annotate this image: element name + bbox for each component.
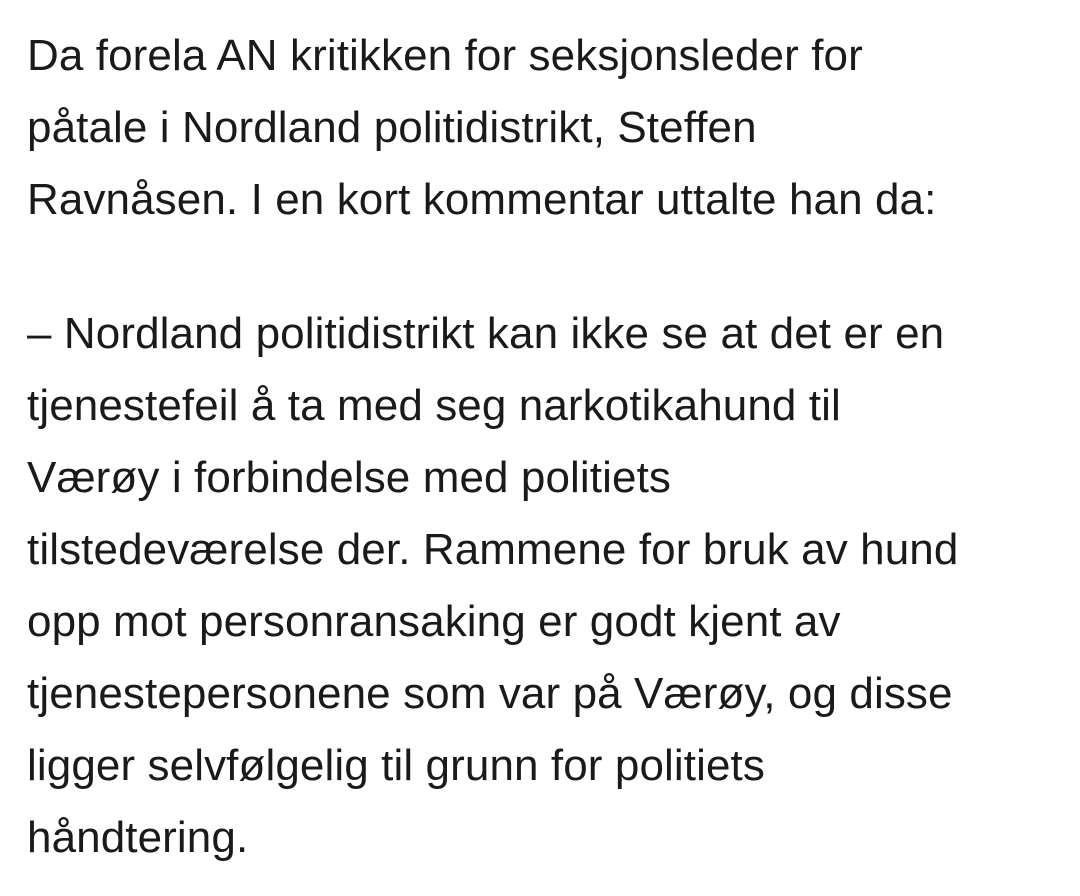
paragraph-line: Da forela AN kritikken for seksjonsleder for — [27, 31, 863, 80]
quote-line: ligger selvfølgelig til grunn for politiets — [27, 741, 765, 790]
quote-line: – Nordland politidistrikt kan ikke se at det er en — [27, 309, 945, 358]
paragraph-intro — [27, 20, 1060, 236]
quote-line: Værøy i forbindelse med politiets — [27, 453, 672, 502]
quote-line: tjenestepersonene som var på Værøy, og disse — [27, 669, 953, 718]
paragraph-line: påtale i Nordland politidistrikt, Steffen — [27, 103, 757, 152]
paragraph-spacer — [27, 236, 1060, 298]
quote-line: tjenestefeil å ta med seg narkotikahund til — [27, 381, 841, 430]
quote-line: håndtering. — [27, 813, 249, 862]
paragraph-line: Ravnåsen. I en kort kommentar uttalte han da: — [27, 175, 937, 224]
quote-line: tilstedeværelse der. Rammene for bruk av hund — [27, 525, 959, 574]
paragraph-quote — [27, 298, 1060, 874]
quote-line: opp mot personransaking er godt kjent av — [27, 597, 841, 646]
